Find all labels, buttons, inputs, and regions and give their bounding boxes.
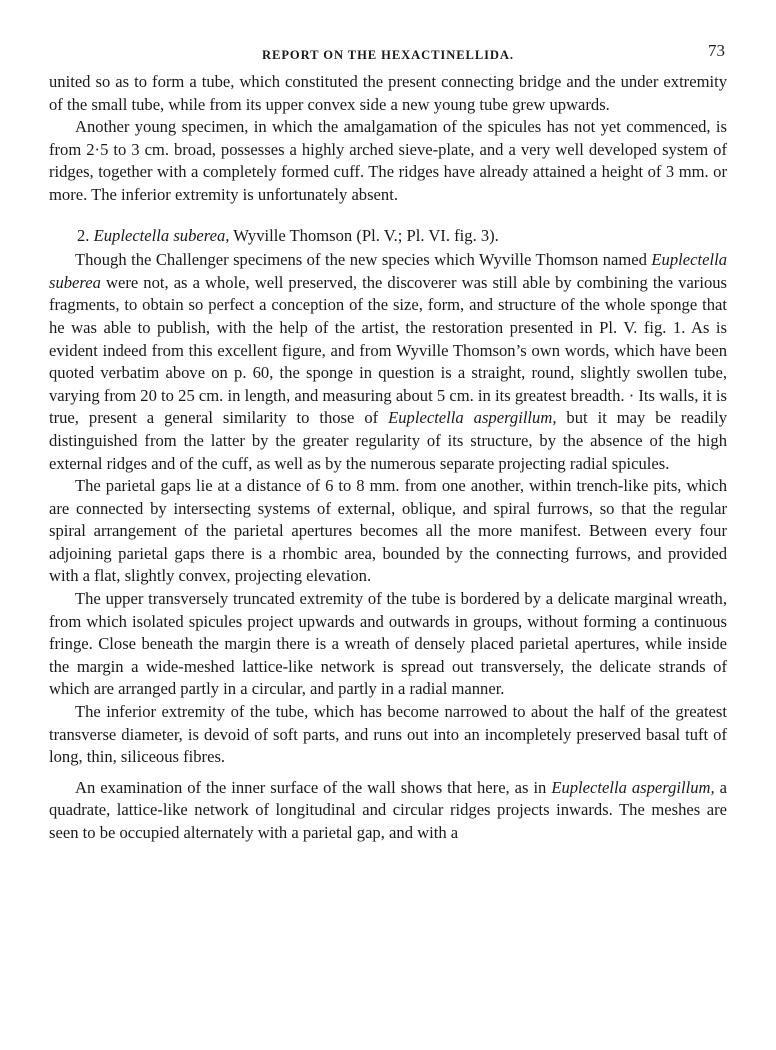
paragraph-inferior-extremity: The inferior extremity of the tube, which has become narrowed to about the half of the greatest transverse diameter, is devoid of soft parts, and runs out into an incompletely preserved basal tuft of long, thin, siliceous fibres. xyxy=(49,702,727,767)
section-number: 2. xyxy=(77,225,90,245)
text-run: An examination of the inner surface of the wall shows that here, as in xyxy=(75,777,552,797)
page xyxy=(49,38,727,845)
text-run: but it may be readily distinguished from the latter by the greater regularity of its structure, by the absence of the high external ridges and of the cuff, as well as by the numerous separate projecting radial spicules. xyxy=(49,408,728,473)
paragraph-description xyxy=(49,249,727,475)
text-run: a quadrate, lattice-like network of longitudinal and circular ridges projects inwards. The meshes are seen to be occupied alternately with a parietal gap, and with a xyxy=(49,777,727,842)
section-authority: Wyville Thomson (Pl. V.; Pl. VI. fig. 3). xyxy=(229,225,499,245)
species-name: Euplectella aspergillum, xyxy=(388,408,557,428)
running-title: REPORT ON THE HEXACTINELLIDA. xyxy=(262,48,514,62)
text-run: Though the Challenger specimens of the new species which Wyville Thomson named xyxy=(75,250,652,270)
section-species-name: Euplectella suberea, xyxy=(93,225,230,245)
section-heading xyxy=(49,225,727,248)
paragraph-upper-extremity: The upper transversely truncated extremity of the tube is bordered by a delicate marginal wreath, from which isolated spicules project upwards and outwards in groups, without forming a continuous fringe. Close beneath the margin there is a wreath of densely placed parietal apertures, while inside the margin a wide-meshed lattice-like network is spread out transversely, the delicate strands of which are arranged partly in a circular, and partly in a radial manner. xyxy=(49,589,727,699)
paragraph-young-specimen: Another young specimen, in which the amalgamation of the spicules has not yet commenced, is from 2·5 to 3 cm. broad, possesses a highly arched sieve-plate, and a very well developed system of ridges, together with a completely formed cuff. The ridges have already attained a height of 3 mm. or more. The inferior extremity is unfortunately absent. xyxy=(49,117,727,204)
paragraph-continuation: united so as to form a tube, which constituted the present connecting bridge and the under extremity of the small tube, while from its upper convex side a new young tube grew upwards. xyxy=(49,72,727,114)
paragraph-inner-surface xyxy=(49,777,727,845)
page-number: 73 xyxy=(708,41,725,60)
text-run: were not, as a whole, well preserved, the discoverer was still able by combining the various fragments, to obtain so perfect a conception of the size, form, and structure of the whole sponge that he was able to publish, with the help of the artist, the restoration presented in Pl. V. fig. 1. As is evident indeed from this excellent figure, and from Wyville Thomson’s own words, which have been quoted verbatim above on p. 60, the sponge in question is a straight, round, slightly swollen tube, varying from 20 to 25 cm. in length, and measuring about 5 cm. in its greatest breadth. · Its walls, it is true, present a general similarity to those of xyxy=(49,272,727,428)
species-name: Euplectella aspergillum, xyxy=(551,777,715,797)
paragraph-parietal-gaps: The parietal gaps lie at a distance of 6 to 8 mm. from one another, within trench-like pits, which are connected by intersecting systems of external, oblique, and spiral furrows, so that the regular spiral arrangement of the parietal apertures becomes all the more manifest. Between every four adjoining parietal gaps there is a rhombic area, bounded by the connecting furrows, and provided with a flat, slightly convex, projecting elevation. xyxy=(49,476,727,586)
running-header xyxy=(49,38,727,62)
species-name: Euplectella suberea xyxy=(49,250,727,292)
